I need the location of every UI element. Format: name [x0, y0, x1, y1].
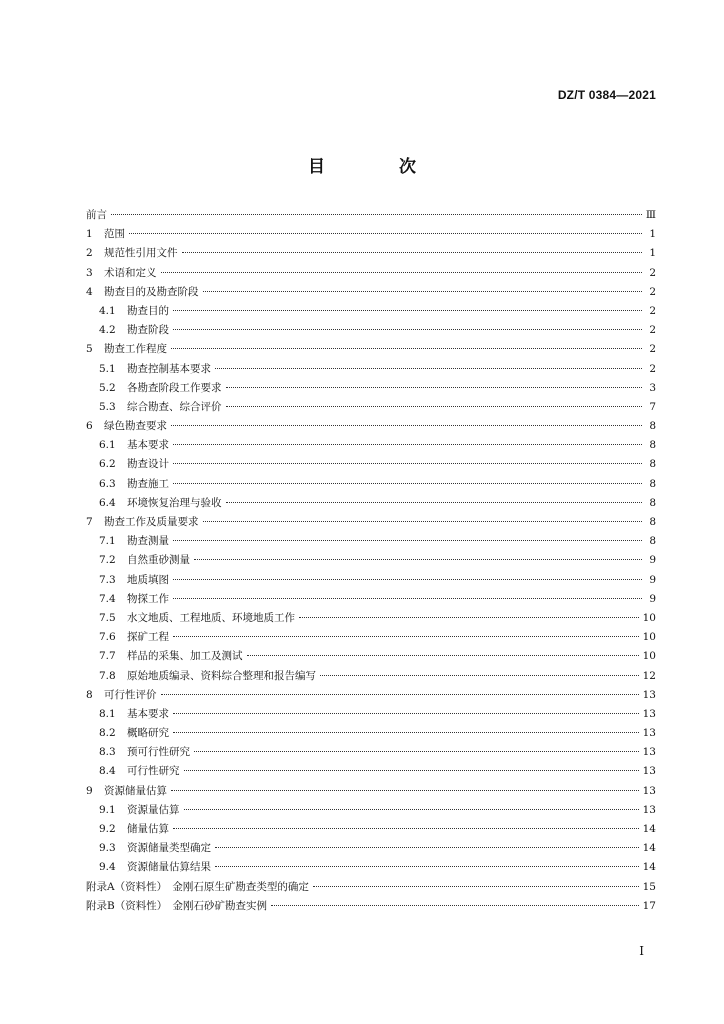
toc-entry-number: 5	[86, 343, 93, 356]
toc-entry-page: 14	[642, 842, 656, 855]
toc-entry[interactable]	[86, 858, 656, 877]
toc-entry-number: 7.1	[99, 535, 116, 548]
toc-entry-page: 10	[642, 631, 656, 644]
toc-entry-number: 1	[86, 228, 93, 241]
toc-title: 目 次	[308, 157, 450, 177]
toc-entry-page: 8	[649, 420, 656, 433]
toc-entry-page: 13	[642, 746, 656, 759]
toc-entry-number: 6.1	[99, 439, 116, 452]
toc-entry-number: 8.4	[99, 765, 116, 778]
dot-leader	[171, 790, 639, 791]
toc-entry-title: 概略研究	[127, 727, 169, 740]
toc-entry[interactable]	[86, 686, 656, 705]
toc-entry[interactable]	[86, 360, 656, 379]
toc-entry-page: 13	[642, 784, 656, 797]
toc-entry[interactable]	[86, 283, 656, 302]
toc-entry-title: 原始地质编录、资料综合整理和报告编写	[127, 669, 316, 682]
dot-leader	[111, 214, 642, 215]
toc-entry[interactable]	[86, 667, 656, 686]
toc-entry-title: 探矿工程	[127, 631, 169, 644]
dot-leader	[173, 463, 642, 464]
toc-entry-page: 13	[642, 707, 656, 720]
toc-entry-page: 2	[649, 324, 656, 337]
dot-leader	[173, 713, 639, 714]
toc-entry-title: 勘查控制基本要求	[127, 362, 211, 375]
toc-entry-number: 7.2	[99, 554, 116, 567]
toc-entry-title: 勘查工作程度	[104, 343, 167, 356]
toc-entry-page: Ⅲ	[645, 209, 656, 221]
dot-leader	[215, 847, 639, 848]
toc-entry-page: 2	[649, 343, 656, 356]
toc-entry-title: 勘查目的及勘查阶段	[104, 285, 199, 298]
toc-entry[interactable]	[86, 724, 656, 743]
dot-leader	[203, 291, 643, 292]
toc-entry-title: 水文地质、工程地质、环境地质工作	[127, 611, 295, 624]
toc-entry-title: 附录A（资料性） 金刚石原生矿勘查类型的确定	[86, 880, 309, 893]
toc-entry-title: 预可行性研究	[127, 746, 190, 759]
dot-leader	[173, 636, 639, 637]
toc-entry-title: 综合勘查、综合评价	[127, 400, 222, 413]
toc-entry-title: 基本要求	[127, 707, 169, 720]
toc-entry-number: 5.2	[99, 381, 116, 394]
toc-entry-title: 勘查阶段	[127, 324, 169, 337]
toc-entry-page: 17	[642, 899, 656, 912]
dot-leader	[271, 905, 639, 906]
toc-entry-number: 7.6	[99, 631, 116, 644]
toc-entry[interactable]	[86, 762, 656, 781]
dot-leader	[194, 751, 639, 752]
toc-entry-number: 3	[86, 266, 93, 279]
dot-leader	[226, 387, 643, 388]
toc-entry-number: 9.3	[99, 842, 116, 855]
toc-entry-page: 8	[649, 516, 656, 528]
toc-entry-title: 物探工作	[127, 592, 169, 605]
toc-entry-page: 13	[642, 727, 656, 740]
toc-entry[interactable]	[86, 839, 656, 858]
dot-leader	[320, 675, 639, 676]
toc-entry-page: 10	[642, 611, 656, 624]
toc-entry-number: 5.3	[99, 400, 116, 413]
dot-leader	[161, 272, 643, 273]
toc-entry-page: 1	[649, 228, 656, 241]
toc-entry[interactable]	[86, 436, 656, 455]
dot-leader	[203, 521, 643, 522]
toc-entry-page: 13	[642, 803, 656, 816]
toc-entry[interactable]	[86, 206, 656, 225]
toc-entry-page: 13	[642, 765, 656, 778]
toc-entry-page: 8	[649, 439, 656, 452]
dot-leader	[184, 809, 639, 810]
dot-leader	[173, 310, 642, 311]
dot-leader	[173, 483, 642, 484]
toc-entry-title: 各勘查阶段工作要求	[127, 381, 222, 394]
toc-entry[interactable]	[86, 513, 656, 532]
toc-entry-page: 14	[642, 861, 656, 874]
toc-entry[interactable]	[86, 705, 656, 724]
toc-entry-title: 资源储量估算	[104, 784, 167, 797]
toc-entry-number: 4	[86, 285, 93, 298]
toc-entry-title: 附录B（资料性） 金刚石砂矿勘查实例	[86, 899, 267, 912]
toc-entry-number: 9.4	[99, 861, 116, 874]
toc-entry-title: 范围	[104, 228, 125, 241]
toc-entry-number: 7.8	[99, 669, 116, 682]
toc-entry-title: 术语和定义	[104, 266, 157, 279]
toc-entry[interactable]	[86, 494, 656, 513]
dot-leader	[182, 252, 643, 253]
toc-entry[interactable]	[86, 609, 656, 628]
toc-entry-title: 资源储量类型确定	[127, 842, 211, 855]
document-code: DZ/T 0384—2021	[557, 88, 656, 102]
toc-entry-page: 3	[649, 381, 656, 394]
toc-entry-title: 样品的采集、加工及测试	[127, 650, 243, 663]
toc-entry-title: 勘查目的	[127, 304, 169, 317]
toc-entry-number: 7.7	[99, 650, 116, 663]
toc-entry-page: 15	[642, 880, 656, 893]
toc-entry-title: 勘查工作及质量要求	[104, 516, 199, 528]
toc-entry-page: 12	[642, 669, 656, 682]
toc-entry[interactable]	[86, 475, 656, 494]
dot-leader	[247, 655, 639, 656]
toc-entry-number: 4.1	[99, 304, 116, 317]
toc-entry-title: 储量估算	[127, 823, 169, 835]
toc-entry[interactable]	[86, 897, 656, 916]
toc-entry-title: 可行性研究	[127, 765, 180, 778]
dot-leader	[161, 694, 639, 695]
toc-entry[interactable]	[86, 551, 656, 570]
dot-leader	[226, 502, 643, 503]
toc-entry-page: 7	[649, 400, 656, 413]
toc-entry-title: 勘查测量	[127, 535, 169, 548]
toc-entry-page: 8	[649, 477, 656, 490]
dot-leader	[313, 886, 639, 887]
dot-leader	[173, 540, 642, 541]
toc-entry-page: 14	[642, 823, 656, 835]
toc-entry[interactable]	[86, 878, 656, 897]
toc-entry[interactable]	[86, 801, 656, 820]
toc-entry-page: 13	[642, 688, 656, 701]
toc-entry-page: 8	[649, 535, 656, 548]
dot-leader	[184, 770, 639, 771]
toc-entry-number: 9.1	[99, 803, 116, 816]
toc-entry-page: 9	[649, 554, 656, 567]
toc-entry-title: 勘查施工	[127, 477, 169, 490]
toc-entry[interactable]	[86, 379, 656, 398]
toc-entry[interactable]	[86, 782, 656, 801]
toc-entry-number: 8.2	[99, 727, 116, 740]
toc-entry-title: 前言	[86, 209, 107, 221]
toc-entry-number: 9.2	[99, 823, 116, 835]
toc-entry-page: 8	[649, 458, 656, 471]
toc-entry-number: 7.5	[99, 611, 116, 624]
toc-entry[interactable]	[86, 398, 656, 417]
toc-entry-title: 环境恢复治理与验收	[127, 496, 222, 509]
toc-entry-number: 7.4	[99, 592, 116, 605]
toc-entry-number: 7	[86, 516, 93, 528]
toc-entry-title: 基本要求	[127, 439, 169, 452]
toc-entry-number: 4.2	[99, 324, 116, 337]
toc-entry-page: 9	[649, 592, 656, 605]
dot-leader	[171, 348, 642, 349]
toc-entry-title: 资源储量估算结果	[127, 861, 211, 874]
toc-entry-title: 资源量估算	[127, 803, 180, 816]
toc-entry[interactable]	[86, 628, 656, 647]
toc-entry[interactable]	[86, 417, 656, 436]
toc-entry[interactable]	[86, 532, 656, 551]
toc-entry-title: 地质填图	[127, 573, 169, 586]
dot-leader	[173, 732, 639, 733]
toc-entry[interactable]	[86, 244, 656, 263]
dot-leader	[173, 579, 642, 580]
dot-leader	[173, 329, 642, 330]
toc-entry-number: 2	[86, 247, 93, 260]
toc-entry-number: 5.1	[99, 362, 116, 375]
toc-entry-number: 7.3	[99, 573, 116, 586]
page-number: Ⅰ	[639, 944, 644, 958]
dot-leader	[173, 444, 642, 445]
toc-entry-title: 勘查设计	[127, 458, 169, 471]
toc-entry-number: 8.3	[99, 746, 116, 759]
toc-entry-page: 2	[649, 362, 656, 375]
toc-entry-title: 规范性引用文件	[104, 247, 178, 260]
dot-leader	[215, 866, 639, 867]
toc-entry[interactable]	[86, 340, 656, 359]
toc-entry[interactable]	[86, 743, 656, 762]
toc-entry[interactable]	[86, 820, 656, 839]
toc-entry[interactable]	[86, 590, 656, 609]
toc-entry-number: 9	[86, 784, 93, 797]
toc-entry-number: 8	[86, 688, 93, 701]
dot-leader	[129, 233, 642, 234]
dot-leader	[173, 828, 639, 829]
dot-leader	[299, 617, 639, 618]
toc-entry-number: 6.2	[99, 458, 116, 471]
toc-entry-title: 自然重砂测量	[127, 554, 190, 567]
toc-entry[interactable]	[86, 571, 656, 590]
toc-entry-page: 2	[649, 304, 656, 317]
toc-entry-page: 2	[649, 285, 656, 298]
toc-entry-number: 8.1	[99, 707, 116, 720]
toc-entry[interactable]	[86, 647, 656, 666]
toc-entry-number: 6.3	[99, 477, 116, 490]
toc-entry-number: 6	[86, 420, 93, 433]
toc-entry-page: 9	[649, 573, 656, 586]
toc-entry[interactable]	[86, 455, 656, 474]
toc-entry[interactable]	[86, 225, 656, 244]
toc-entry[interactable]	[86, 321, 656, 340]
toc-entry[interactable]	[86, 264, 656, 283]
toc-entry-page: 1	[649, 247, 656, 260]
dot-leader	[226, 406, 643, 407]
toc-entry-page: 2	[649, 266, 656, 279]
toc-entry[interactable]	[86, 302, 656, 321]
table-of-contents	[86, 206, 656, 916]
dot-leader	[173, 598, 642, 599]
toc-entry-title: 绿色勘查要求	[104, 420, 167, 433]
dot-leader	[194, 559, 642, 560]
toc-entry-title: 可行性评价	[104, 688, 157, 701]
toc-entry-page: 10	[642, 650, 656, 663]
dot-leader	[171, 425, 642, 426]
dot-leader	[215, 368, 642, 369]
toc-entry-number: 6.4	[99, 496, 116, 509]
toc-entry-page: 8	[649, 496, 656, 509]
